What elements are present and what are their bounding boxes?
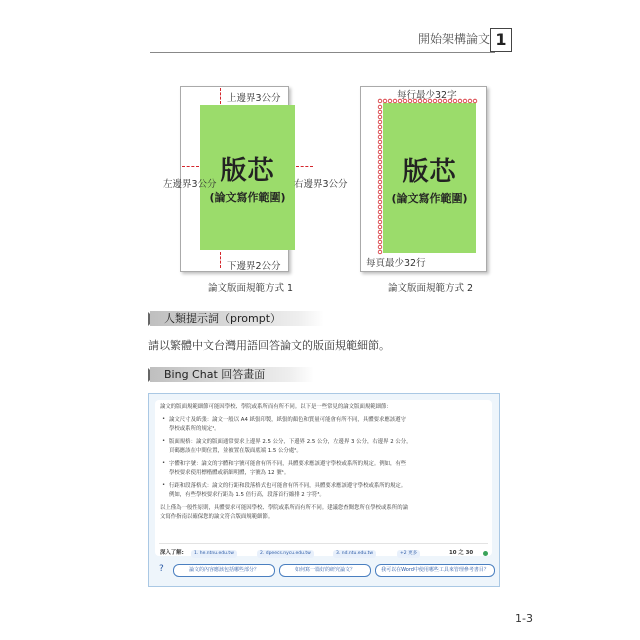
left-margin-label: 左邊界3公分: [163, 179, 217, 190]
bottom-margin-arrow: [220, 252, 221, 268]
diagram-1-caption: 論文版面規範方式 1: [208, 283, 294, 294]
block-title: 版芯: [402, 156, 457, 187]
chat-item-line: 例如，有些學校要求行距為 1.5 倍行高，段落首行縮排 2 字符³。: [169, 492, 325, 498]
chat-item-line: 頁碼應該在中間位置，並被置在版面底端 1.5 公分處²。: [169, 448, 302, 454]
block-subtitle: (論文寫作範圍): [391, 191, 468, 205]
bottom-margin-label: 下邊界2公分: [227, 261, 281, 272]
chat-intro: 論文的版面規範細節可能因學校、學院或系所而有所不同。以下是一些常見的論文版面規範細節：: [160, 404, 392, 410]
chars-per-line-label: 每行最少32字: [397, 90, 457, 101]
header-rule: [150, 52, 495, 53]
chat-outro-line: 以上僅為一般性原則，具體要求可能因學校、學院或系所而有所不同。建議您查閱您所在學校或系所的論: [160, 505, 408, 511]
more-sources-link[interactable]: +2 更多: [397, 550, 420, 558]
lines-per-page-label: 每頁最少32行: [366, 258, 426, 269]
right-margin-label: 右邊界3公分: [294, 179, 348, 190]
chat-item-line: 行距和段落格式：論文的行距和段落格式也可能會有所不同，具體要求應該遵守學校或系所的規定。: [169, 483, 407, 489]
suggestion-button[interactable]: 論文的內容應該包括哪些部分？: [173, 564, 275, 577]
bullet-icon: •: [162, 438, 166, 444]
bullet-icon: •: [162, 460, 166, 466]
source-link[interactable]: 1. he.ntnu.edu.tw: [191, 550, 237, 558]
left-margin-arrow: [182, 166, 199, 167]
bullet-icon: •: [162, 482, 166, 488]
chat-response-card: [155, 400, 492, 556]
top-margin-arrow: [220, 88, 221, 104]
chat-outro-line: 文寫作指南以確保您的論文符合版面規範細節。: [160, 514, 274, 520]
turn-counter: 10 之 30: [449, 550, 474, 556]
diagram-2-caption: 論文版面規範方式 2: [388, 283, 474, 294]
divider: [159, 543, 488, 544]
character-grid-markers: [374, 96, 482, 258]
chat-item-line: 學校要求使用標楷體或新細明體，字號為 12 號¹。: [169, 470, 290, 476]
chat-screenshot: [148, 393, 500, 587]
section-prompt-label: 人類提示詞（prompt）: [150, 311, 324, 326]
block-subtitle: (論文寫作範圍): [209, 191, 286, 204]
section-chat-label: Bing Chat 回答畫面: [150, 367, 314, 382]
learn-more-label: 深入了解:: [160, 550, 184, 556]
prompt-text: 請以繁體中文台灣用語回答論文的版面規範細節。: [148, 339, 390, 352]
source-link[interactable]: 2. dpeecs.nycu.edu.tw: [257, 550, 314, 558]
status-dot-icon: [483, 551, 488, 556]
source-link[interactable]: 3. nd.ntu.edu.tw: [333, 550, 376, 558]
block-title: 版芯: [220, 156, 275, 186]
bullet-icon: •: [162, 416, 166, 422]
chapter-number: 1: [490, 28, 512, 52]
suggestion-button[interactable]: 我可以在Word中使用哪些工具來管理參考書目？: [375, 564, 495, 577]
chat-item-line: 論文尺寸及紙張：論文一般以 A4 紙張印製，紙張的顏色和質量可能會有所不同，具體要求應該遵守: [169, 417, 406, 423]
help-icon[interactable]: ?: [159, 564, 164, 574]
page-number: 1-3: [515, 612, 533, 625]
chat-item-line: 字體和字號：論文的字體和字號可能會有所不同，具體要求應該遵守學校或系所的規定。例如，有些: [169, 461, 407, 467]
chat-item-line: 版面規格：論文的版面通常要求上邊界 2.5 公分，下邊界 2.5 公分，左邊界 3 公分，右邊界 2 公分，: [169, 439, 412, 445]
suggestion-button[interactable]: 如何寫一篇好的研究論文？: [279, 564, 371, 577]
right-margin-arrow: [296, 166, 313, 167]
chapter-title: 開始架構論文: [417, 32, 490, 46]
top-margin-label: 上邊界3公分: [227, 93, 281, 104]
chat-item-line: 學校或系所的規定¹。: [169, 426, 220, 432]
